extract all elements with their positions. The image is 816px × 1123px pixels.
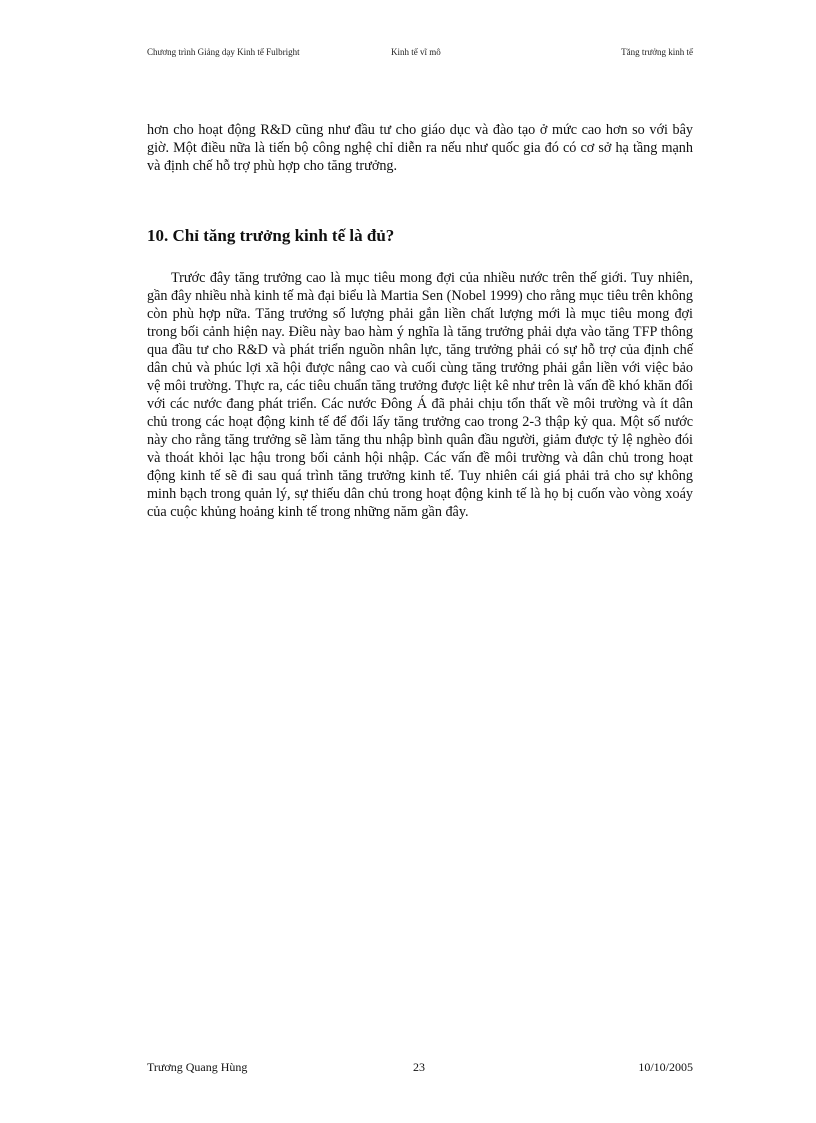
footer-author: Trương Quang Hùng [147, 1060, 248, 1074]
page-header [147, 47, 693, 61]
footer-date: 10/10/2005 [638, 1060, 693, 1074]
header-chapter-title: Tăng trưởng kinh tế [621, 47, 693, 57]
header-program-name: Chương trình Giảng dạy Kinh tế Fulbright [147, 47, 300, 57]
continuation-paragraph: hơn cho hoạt động R&D cũng như đầu tư cho giáo dục và đào tạo ở mức cao hơn so với bây giờ. Một điều nữa là tiến bộ công nghệ chỉ diễn ra nếu như quốc gia đó có cơ sở hạ tầng mạnh và định chế hỗ trợ phù hợp cho tăng trưởng. [147, 122, 693, 174]
section-heading: 10. Chỉ tăng trưởng kinh tế là đủ? [147, 226, 395, 245]
page-content [147, 121, 693, 521]
page-number: 23 [413, 1060, 425, 1074]
section-paragraph: Trước đây tăng trưởng cao là mục tiêu mong đợi của nhiều nước trên thế giới. Tuy nhiên, gần đây nhiều nhà kinh tế mà đại biểu là Martia Sen (Nobel 1999) cho rằng mục tiêu trên không còn phù hợp nữa. Tăng trưởng số lượng phải gắn liền chất lượng mới là mục tiêu mong đợi trong bối cảnh hiện nay. Điều này bao hàm ý nghĩa là tăng trưởng phải dựa vào tăng TFP thông qua đầu tư cho R&D và phát triển nguồn nhân lực, tăng trưởng phải có sự hỗ trợ của định chế dân chủ và phúc lợi xã hội được nâng cao và cuối cùng tăng trưởng phải gắn liền với việc bảo vệ môi trường. Thực ra, các tiêu chuẩn tăng trưởng được liệt kê như trên là vấn đề khó khăn đối với các nước đang phát triển. Các nước Đông Á đã phải chịu tổn thất về môi trường và ít dân chủ trong các hoạt động kinh tế để đổi lấy tăng trưởng cao trong 2-3 thập kỷ qua. Một số nước này cho rằng tăng trưởng sẽ làm tăng thu nhập bình quân đầu người, giảm được tỷ lệ nghèo đói và thoát khỏi lạc hậu trong bối cảnh hội nhập. Các vấn đề môi trường và dân chủ trong hoạt động kinh tế sẽ đi sau quá trình tăng trưởng kinh tế. Tuy nhiên cái giá phải trả cho sự không minh bạch trong quản lý, sự thiếu dân chủ trong hoạt động kinh tế là họ bị cuốn vào vòng xoáy của cuộc khủng hoảng kinh tế trong những năm gần đây. [147, 270, 693, 520]
page-footer [147, 1060, 693, 1076]
header-course-title: Kinh tế vĩ mô [391, 47, 441, 57]
